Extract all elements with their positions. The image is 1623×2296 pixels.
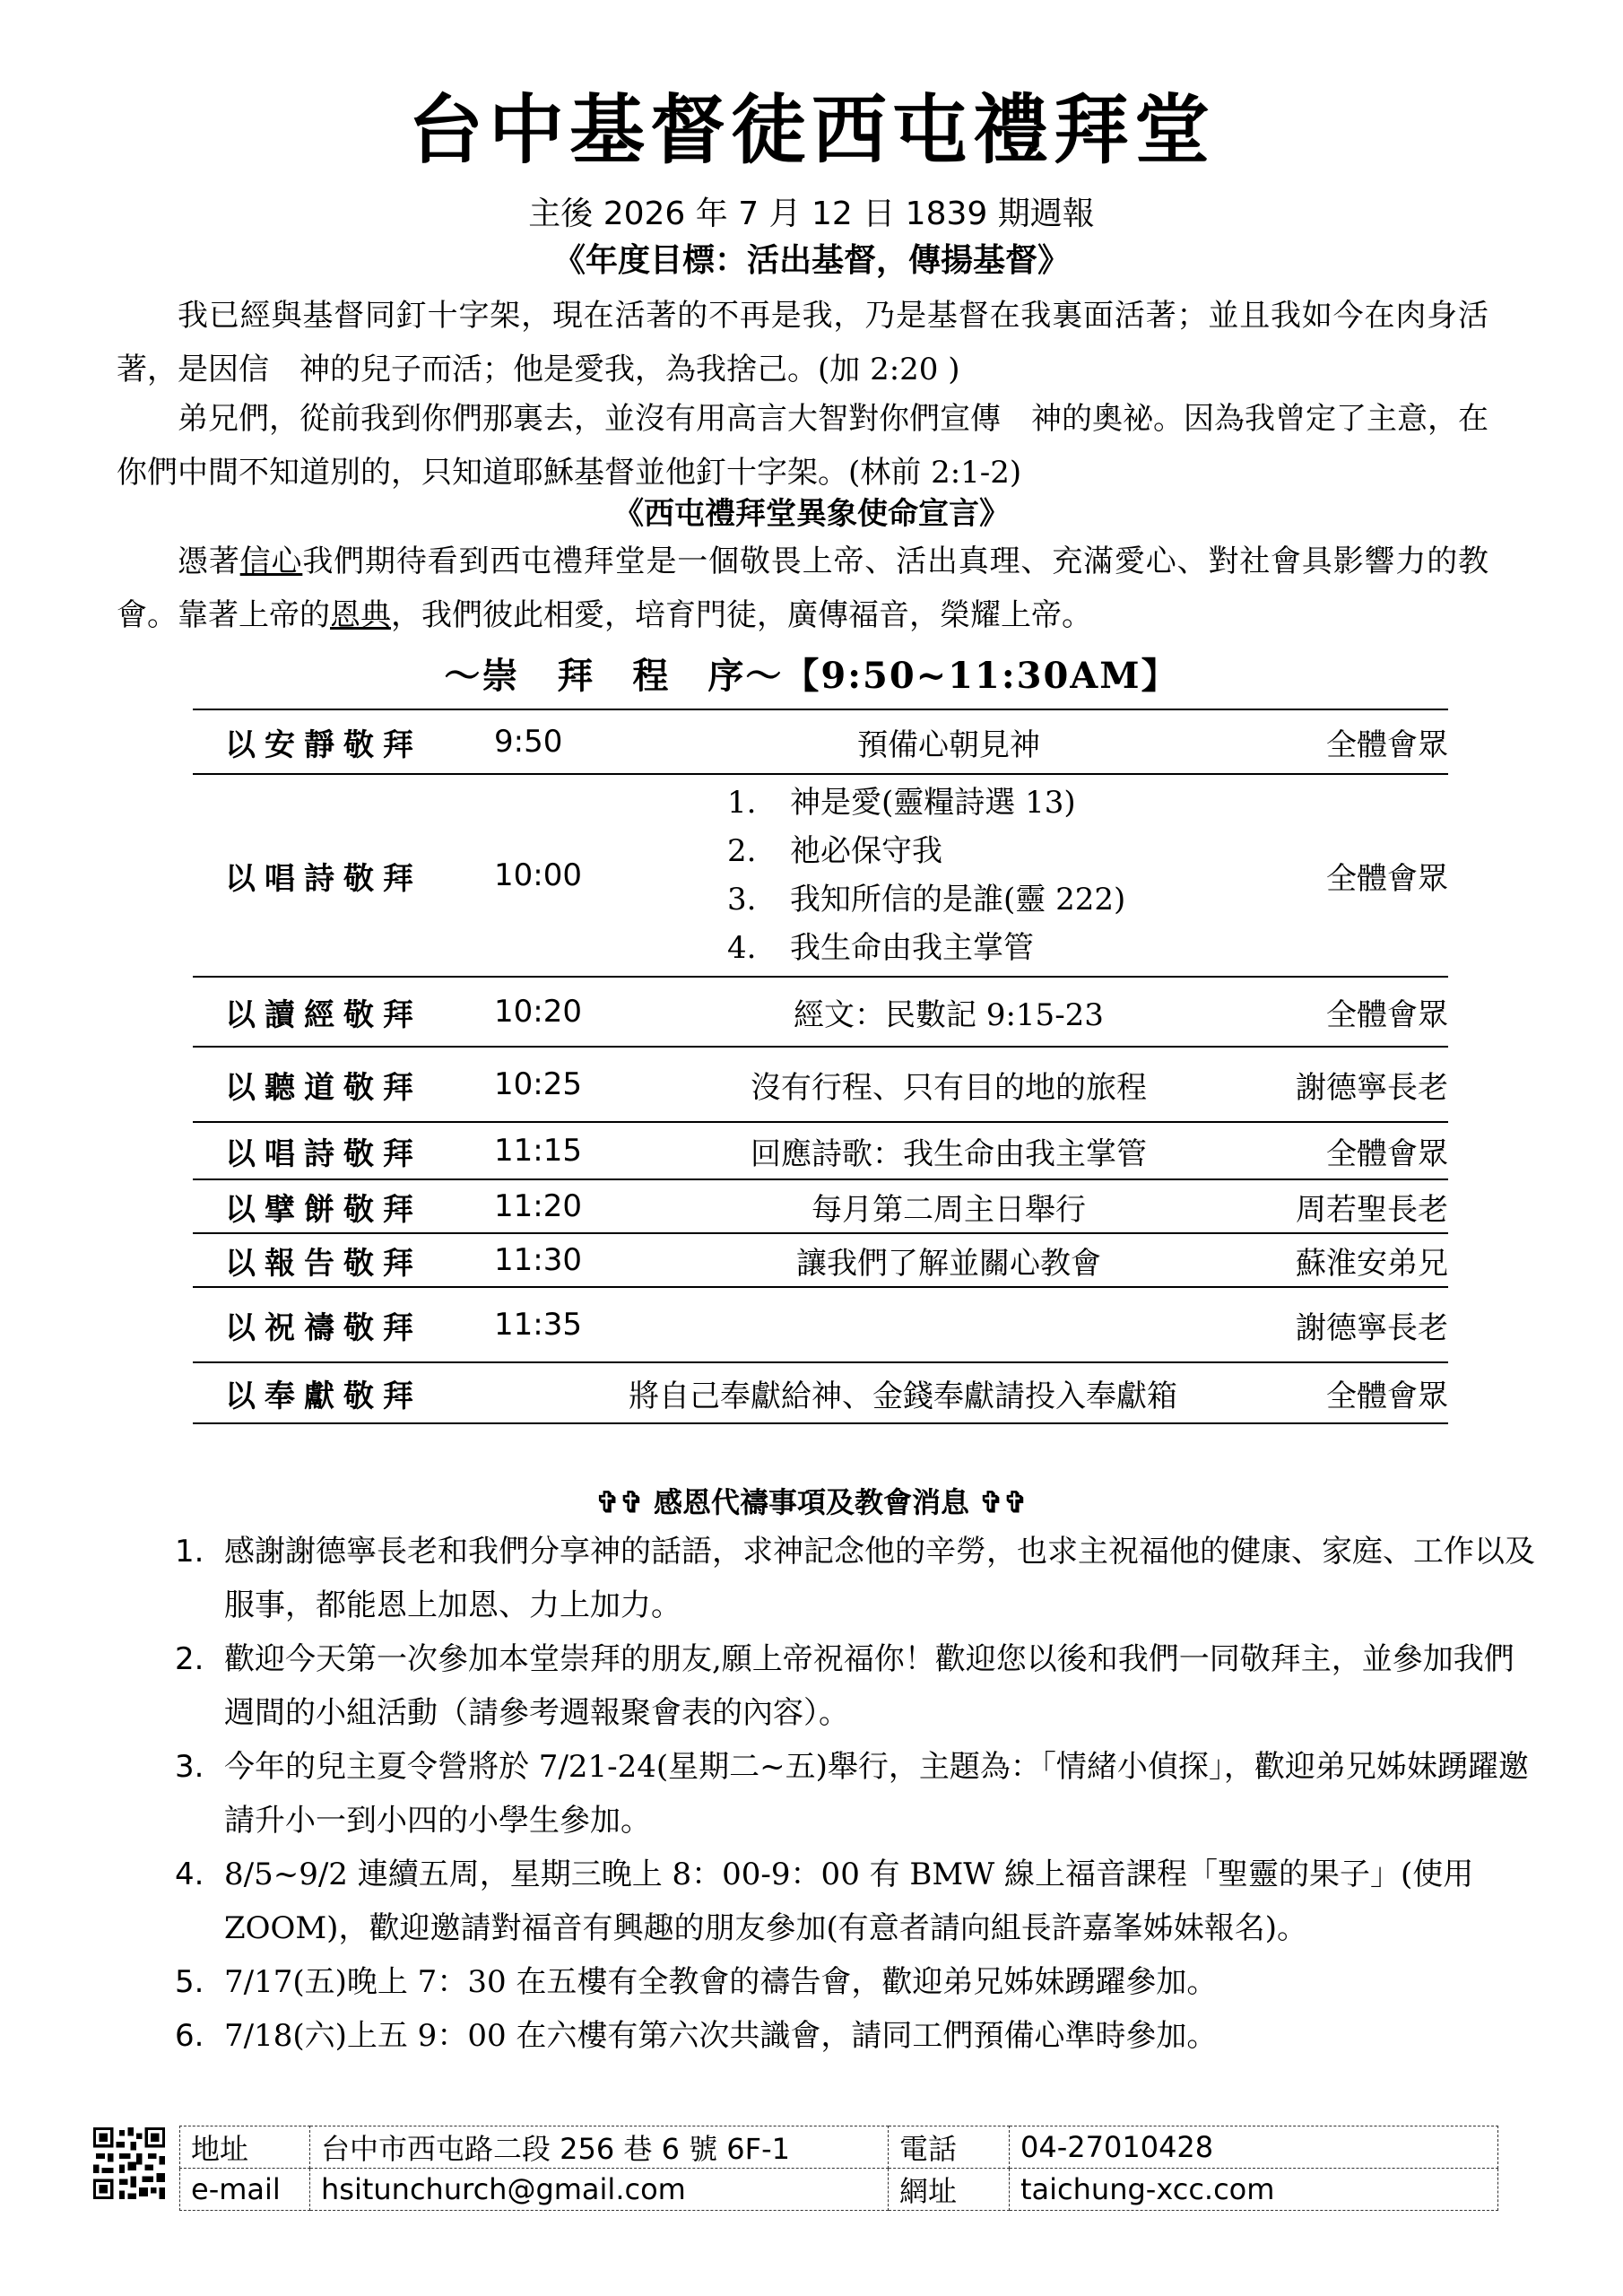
row-category: 以報告敬拜 [193, 1233, 494, 1287]
news-heading: ✞✞ 感恩代禱事項及教會消息 ✞✞ [595, 1485, 1028, 1519]
phone-value: 04-27010428 [1010, 2126, 1498, 2169]
row-time: 11:35 [494, 1287, 655, 1362]
vision-word-faith: 信心 [239, 544, 303, 579]
contact-table [179, 2126, 1498, 2211]
church-title: 台中基督徒西屯禮拜堂 [407, 85, 1215, 174]
list-item: 4. 我生命由我主掌管 [727, 930, 1034, 966]
row-item: 將自己奉獻給神、金錢奉獻請投入奉獻箱 [494, 1362, 1242, 1423]
row-time: 11:30 [494, 1233, 655, 1287]
website-label: 網址 [889, 2169, 1010, 2211]
hymn-list [655, 778, 1242, 972]
list-item: 5. 7/17(五)晚上 7：30 在五樓有全教會的禱告會，歡迎弟兄姊妹踴躍參加。 [175, 1964, 1218, 2000]
table-row [193, 774, 1448, 977]
table-row [193, 1179, 1448, 1233]
list-item: 2. 祂必保守我 [727, 833, 942, 869]
row-leader: 全體會眾 [1242, 774, 1448, 977]
vision-statement [117, 535, 1488, 642]
phone-label: 電話 [889, 2126, 1010, 2169]
issue-line: 主後 2026 年 7 月 12 日 1839 期週報 [528, 196, 1095, 232]
vision-text-1: 憑著 [178, 544, 240, 579]
table-row [193, 977, 1448, 1047]
row-time: 11:20 [494, 1179, 655, 1233]
row-item: 讓我們了解並關心教會 [655, 1233, 1242, 1287]
list-item: 6. 7/18(六)上五 9：00 在六樓有第六次共識會，請同工們預備心準時參加。 [175, 2018, 1218, 2054]
row-time: 10:20 [494, 977, 655, 1047]
hymn-list-cell [655, 774, 1242, 977]
vision-text-3: ，我們彼此相愛，培育門徒，廣傳福音，榮耀上帝。 [391, 597, 1092, 633]
row-time: 11:15 [494, 1122, 655, 1179]
table-row [193, 1362, 1448, 1423]
row-category: 以聽道敬拜 [193, 1047, 494, 1122]
row-leader: 謝德寧長老 [1242, 1047, 1448, 1122]
table-row [193, 1287, 1448, 1362]
news-list [175, 1525, 1538, 2063]
verse-corinthians: 弟兄們，從前我到你們那裏去，並沒有用高言大智對你們宣傳 神的奧祕。因為我曾定了主意，在你們中間不知道別的，只知道耶穌基督並他釘十字架。(林前 2:1-2) [117, 401, 1488, 491]
row-category: 以擘餅敬拜 [193, 1179, 494, 1233]
worship-order-heading: ～崇 拜 程 序～【9:50~11:30AM】 [444, 655, 1179, 697]
email-label: e-mail [180, 2169, 310, 2211]
list-item: 4. 8/5~9/2 連續五周，星期三晚上 8：00-9：00 有 BMW 線上福音課程「聖靈的果子」(使用 ZOOM)，歡迎邀請對福音有興趣的朋友參加(有意者請向組長許嘉峯姊妹報名)。 [175, 1857, 1474, 1946]
table-row [180, 2169, 1498, 2211]
row-item [655, 1287, 1242, 1362]
row-category: 以安靜敬拜 [193, 709, 494, 774]
table-row [193, 709, 1448, 774]
row-item: 每月第二周主日舉行 [655, 1179, 1242, 1233]
row-time: 10:00 [494, 774, 655, 977]
row-category: 以唱詩敬拜 [193, 774, 494, 977]
vision-text-2: 我們期待看到西屯禮拜堂是一個敬畏上帝、活出真理、充滿愛心、對社會具影響力的教會。靠著上帝的 [117, 544, 1489, 633]
annual-goal: 《年度目標：活出基督，傳揚基督》 [552, 241, 1070, 279]
row-leader: 全體會眾 [1242, 977, 1448, 1047]
row-leader: 全體會眾 [1242, 709, 1448, 774]
row-leader: 全體會眾 [1242, 1122, 1448, 1179]
row-leader: 蘇淮安弟兄 [1242, 1233, 1448, 1287]
vision-word-grace: 恩典 [330, 597, 391, 633]
list-item: 3. 我知所信的是誰(靈 222) [727, 882, 1126, 918]
row-time: 10:25 [494, 1047, 655, 1122]
qr-code-icon [93, 2127, 165, 2199]
table-row [193, 1047, 1448, 1122]
table-row [193, 1233, 1448, 1287]
table-row [180, 2126, 1498, 2169]
list-item: 1. 感謝謝德寧長老和我們分享神的話語，求神記念他的辛勞，也求主祝福他的健康、家庭、工作以及服事，都能恩上加恩、力上加力。 [175, 1534, 1535, 1623]
website-value[interactable]: taichung-xcc.com [1010, 2169, 1498, 2211]
row-leader: 全體會眾 [1242, 1362, 1448, 1423]
address-label: 地址 [180, 2126, 310, 2169]
row-category: 以唱詩敬拜 [193, 1122, 494, 1179]
row-category: 以讀經敬拜 [193, 977, 494, 1047]
row-item: 預備心朝見神 [655, 709, 1242, 774]
row-leader: 周若聖長老 [1242, 1179, 1448, 1233]
row-category: 以奉獻敬拜 [193, 1362, 494, 1423]
list-item: 2. 歡迎今天第一次參加本堂崇拜的朋友,願上帝祝福你！歡迎您以後和我們一同敬拜主，並參加我們週間的小組活動（請參考週報聚會表的內容）。 [175, 1641, 1515, 1731]
row-time: 9:50 [494, 709, 655, 774]
address-value: 台中市西屯路二段 256 巷 6 號 6F-1 [310, 2126, 889, 2169]
row-leader: 謝德寧長老 [1242, 1287, 1448, 1362]
list-item: 1. 神是愛(靈糧詩選 13) [727, 785, 1076, 821]
table-row [193, 1122, 1448, 1179]
row-category: 以祝禱敬拜 [193, 1287, 494, 1362]
vision-heading: 《西屯禮拜堂異象使命宣言》 [613, 496, 1010, 532]
verse-galatians: 我已經與基督同釘十字架，現在活著的不再是我，乃是基督在我裏面活著；並且我如今在肉身活著，是因信 神的兒子而活；他是愛我，為我捨己。(加 2:20 ) [117, 298, 1488, 387]
row-item: 經文：民數記 9:15-23 [655, 977, 1242, 1047]
list-item: 3. 今年的兒主夏令營將於 7/21-24(星期二~五)舉行，主題為：「情緒小偵探」，歡迎弟兄姊妹踴躍邀請升小一到小四的小學生參加。 [175, 1749, 1529, 1839]
row-item: 回應詩歌：我生命由我主掌管 [655, 1122, 1242, 1179]
worship-order-table [193, 709, 1448, 1424]
row-item: 沒有行程、只有目的地的旅程 [655, 1047, 1242, 1122]
email-value[interactable]: hsitunchurch@gmail.com [310, 2169, 889, 2211]
